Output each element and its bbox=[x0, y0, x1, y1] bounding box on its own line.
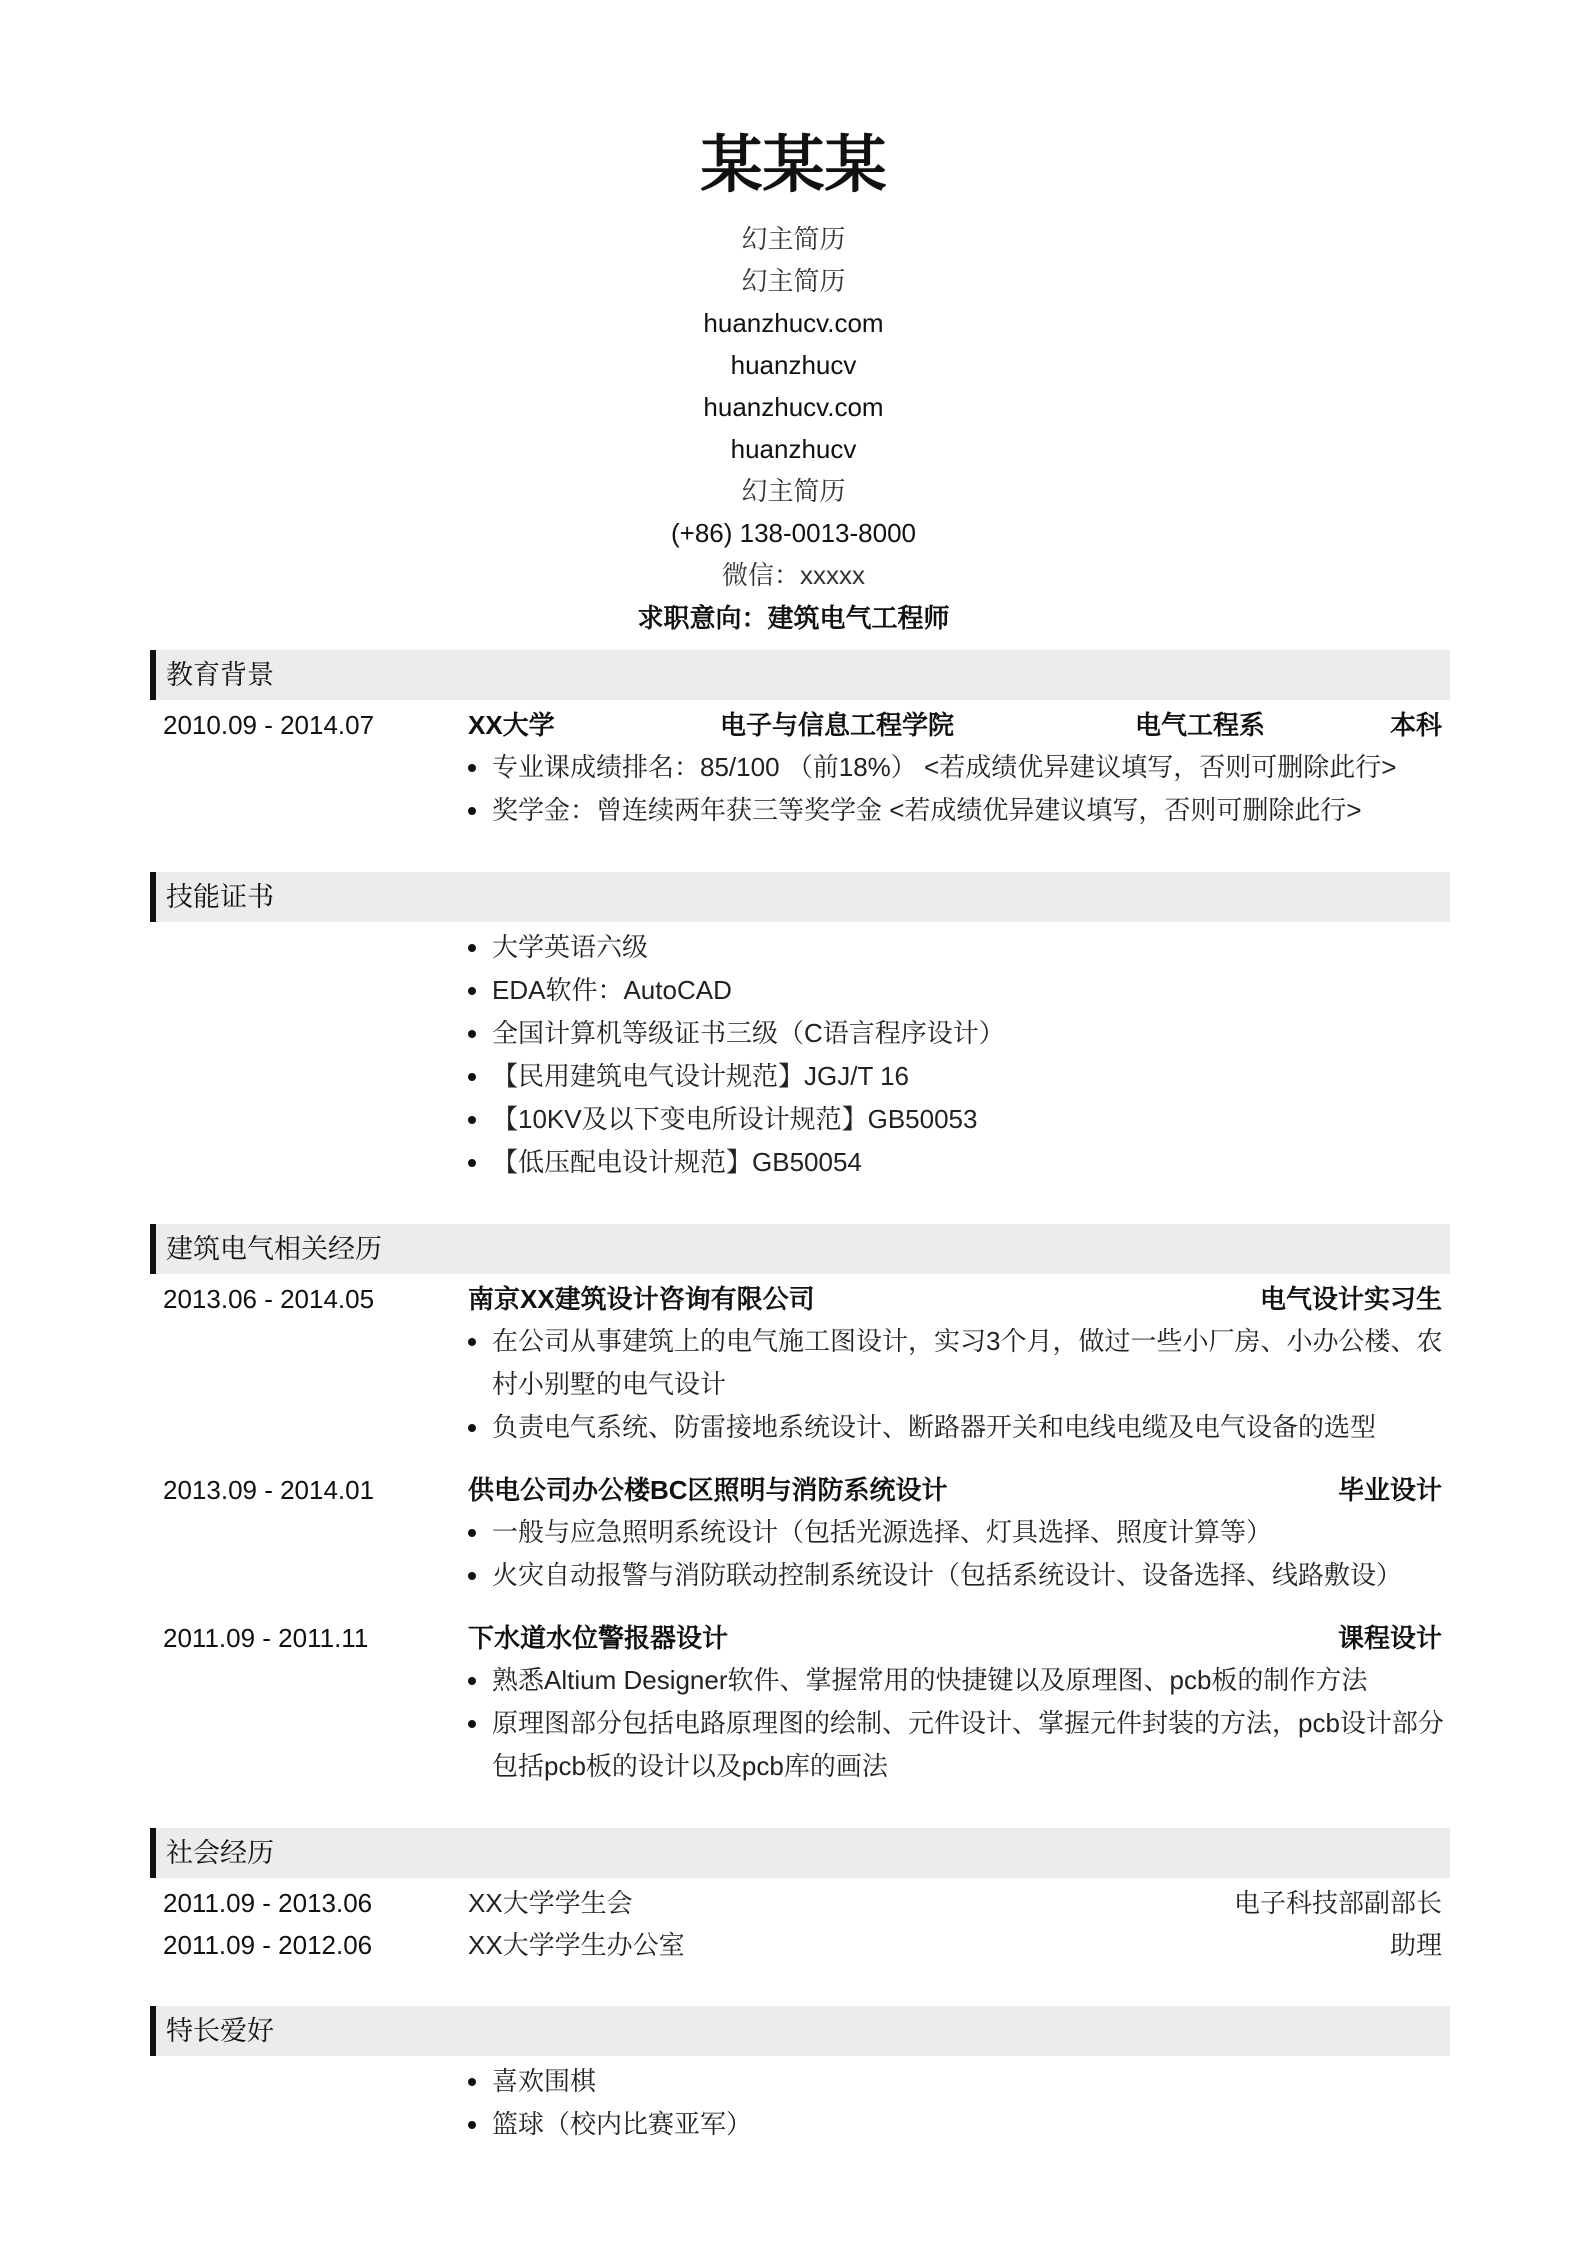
list-item: 大学英语六级 bbox=[468, 926, 1450, 969]
experience-date: 2013.06 - 2014.05 bbox=[163, 1284, 375, 1314]
education-row bbox=[150, 704, 1450, 746]
list-item: 奖学金：曾连续两年获三等奖学金 <若成绩优异建议填写，否则可删除此行> bbox=[468, 789, 1450, 832]
experience-section bbox=[150, 1224, 1450, 1788]
list-item: 在公司从事建筑上的电气施工图设计，实习3个月，做过一些小厂房、小办公楼、农村小别墅的电气设计 bbox=[468, 1320, 1450, 1406]
list-item: EDA软件：AutoCAD bbox=[468, 969, 1450, 1012]
education-date: 2010.09 - 2014.07 bbox=[163, 710, 375, 740]
list-item: 【10KV及以下变电所设计规范】GB50053 bbox=[468, 1098, 1450, 1141]
info-line-2: 幻主简历 bbox=[741, 266, 846, 296]
list-item: 专业课成绩排名：85/100 （前18%） <若成绩优异建议填写，否则可删除此行> bbox=[468, 746, 1450, 789]
phone-number: (+86) 138-0013-8000 bbox=[670, 518, 917, 548]
list-item: 原理图部分包括电路原理图的绘制、元件设计、掌握元件封装的方法，pcb设计部分包括pcb板的设计以及pcb库的画法 bbox=[468, 1702, 1450, 1788]
social-org: XX大学学生办公室 bbox=[468, 1930, 685, 1960]
social-section bbox=[150, 1828, 1450, 1966]
info-line-website-2: huanzhucv.com bbox=[703, 392, 884, 422]
wechat-id: 微信：xxxxx bbox=[721, 560, 865, 590]
info-line-7: 幻主简历 bbox=[741, 476, 846, 506]
section-header bbox=[150, 2006, 1450, 2056]
section-title: 技能证书 bbox=[166, 882, 274, 912]
section-header bbox=[150, 650, 1450, 700]
degree: 本科 bbox=[1389, 710, 1442, 740]
experience-row bbox=[150, 1617, 1450, 1659]
experience-role: 课程设计 bbox=[1337, 1623, 1442, 1653]
info-line-website: huanzhucv.com bbox=[703, 308, 884, 338]
list-item: 火灾自动报警与消防联动控制系统设计（包括系统设计、设备选择、线路敷设） bbox=[468, 1554, 1450, 1597]
experience-role: 毕业设计 bbox=[1337, 1475, 1442, 1505]
social-role: 助理 bbox=[1389, 1930, 1442, 1960]
section-header bbox=[150, 872, 1450, 922]
college-name: 电子与信息工程学院 bbox=[720, 710, 955, 740]
section-title: 教育背景 bbox=[166, 660, 274, 690]
resume-header bbox=[0, 120, 1587, 640]
list-item: 熟悉Altium Designer软件、掌握常用的快捷键以及原理图、pcb板的制作方法 bbox=[468, 1659, 1450, 1702]
list-item: 【民用建筑电气设计规范】JGJ/T 16 bbox=[468, 1055, 1450, 1098]
experience-row bbox=[150, 1278, 1450, 1320]
section-header bbox=[150, 1224, 1450, 1274]
education-section bbox=[150, 650, 1450, 832]
hobbies-list bbox=[150, 2060, 1450, 2146]
social-row bbox=[150, 1924, 1450, 1966]
resume-content bbox=[150, 650, 1450, 2146]
experience-org: 南京XX建筑设计咨询有限公司 bbox=[468, 1284, 815, 1314]
info-line-1: 幻主简历 bbox=[741, 224, 846, 254]
experience-date: 2011.09 - 2011.11 bbox=[163, 1623, 369, 1653]
list-item: 一般与应急照明系统设计（包括光源选择、灯具选择、照度计算等） bbox=[468, 1511, 1450, 1554]
skills-section bbox=[150, 872, 1450, 1184]
experience-date: 2013.09 - 2014.01 bbox=[163, 1475, 375, 1505]
social-date: 2011.09 - 2012.06 bbox=[163, 1930, 373, 1960]
experience-details bbox=[150, 1511, 1450, 1597]
experience-org: 供电公司办公楼BC区照明与消防系统设计 bbox=[468, 1475, 948, 1505]
list-item: 篮球（校内比赛亚军） bbox=[468, 2103, 1450, 2146]
list-item: 全国计算机等级证书三级（C语言程序设计） bbox=[468, 1012, 1450, 1055]
experience-role: 电气设计实习生 bbox=[1259, 1284, 1442, 1314]
section-title: 社会经历 bbox=[166, 1838, 274, 1868]
experience-org: 下水道水位警报器设计 bbox=[468, 1623, 729, 1653]
list-item: 负责电气系统、防雷接地系统设计、断路器开关和电线电缆及电气设备的选型 bbox=[468, 1406, 1450, 1449]
list-item: 【低压配电设计规范】GB50054 bbox=[468, 1141, 1450, 1184]
social-date: 2011.09 - 2013.06 bbox=[163, 1888, 373, 1918]
job-objective: 求职意向：建筑电气工程师 bbox=[637, 603, 950, 633]
education-details bbox=[150, 746, 1450, 832]
experience-details bbox=[150, 1320, 1450, 1449]
experience-row bbox=[150, 1469, 1450, 1511]
candidate-name: 某某某 bbox=[700, 128, 887, 201]
experience-details bbox=[150, 1659, 1450, 1788]
section-title: 特长爱好 bbox=[166, 2016, 274, 2046]
info-line-4: huanzhucv bbox=[730, 350, 857, 380]
section-title: 建筑电气相关经历 bbox=[166, 1234, 382, 1264]
social-org: XX大学学生会 bbox=[468, 1888, 633, 1918]
info-line-6: huanzhucv bbox=[730, 434, 857, 464]
section-header bbox=[150, 1828, 1450, 1878]
hobbies-section bbox=[150, 2006, 1450, 2146]
list-item: 喜欢围棋 bbox=[468, 2060, 1450, 2103]
skills-list bbox=[150, 926, 1450, 1184]
social-role: 电子科技部副部长 bbox=[1233, 1888, 1442, 1918]
social-row bbox=[150, 1882, 1450, 1924]
major-name: 电气工程系 bbox=[1135, 710, 1266, 740]
school-name: XX大学 bbox=[468, 710, 555, 740]
